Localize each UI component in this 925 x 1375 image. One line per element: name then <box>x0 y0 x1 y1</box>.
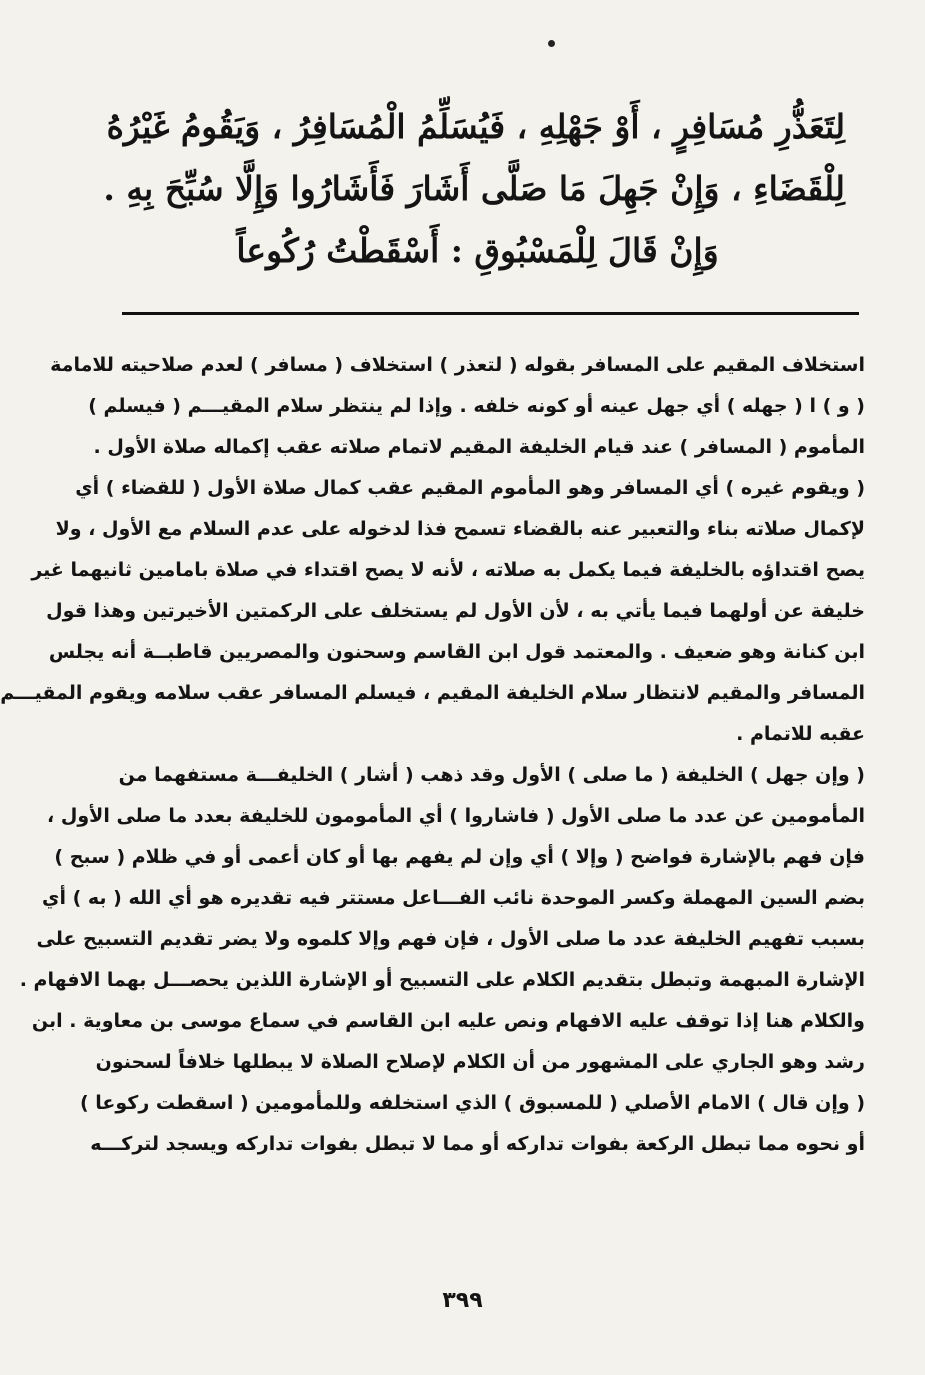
matn-line: لِلْقَضَاءِ ، وَإِنْ جَهِلَ مَا صَلَّى أَشَارَ فَأَشَارُوا وَإِلَّا سُبِّحَ بِهِ . <box>103 169 845 208</box>
sharh-line: رشد وهو الجاري على المشهور من أن الكلام لإصلاح الصلاة لا يبطلها خلافاً لسحنون <box>95 1051 865 1073</box>
sharh-line: خليفة عن أولهما فيما يأتي به ، لأن الأول لم يستخلف على الركمتين الأخيرتين وهذا قول <box>46 600 865 622</box>
sharh-text <box>0 345 865 1165</box>
sharh-line: الإشارة المبهمة وتبطل بتقديم الكلام على التسبيح أو الإشارة اللذين يحصـــل بهما الافهام . <box>19 969 865 991</box>
matn-line: لِتَعَذُّرِ مُسَافِرٍ ، أَوْ جَهْلِهِ ، فَيُسَلِّمُ الْمُسَافِرُ ، وَيَقُومُ غَيْرُهُ <box>106 107 845 146</box>
sharh-line: عقبه للاتمام . <box>736 723 865 745</box>
sharh-line: استخلاف المقيم على المسافر بقوله ( لتعذر ) استخلاف ( مسافر ) لعدم صلاحيته للامامة <box>50 354 865 376</box>
sharh-line: ( ويقوم غيره ) أي المسافر وهو المأموم المقيم عقب كمال صلاة الأول ( للقضاء ) أي <box>75 477 865 499</box>
sharh-line: بسبب تفهيم الخليفة عدد ما صلى الأول ، فإن فهم وإلا كلموه ولا يضر تقديم التسبيح على <box>36 928 865 950</box>
matn-line: وَإِنْ قَالَ لِلْمَسْبُوقِ : أَسْقَطْتُ رُكُوعاً <box>236 231 719 270</box>
sharh-line: والكلام هنا إذا توقف عليه الافهام ونص عليه ابن القاسم في سماع موسى بن معاوية . ابن <box>31 1010 865 1032</box>
sharh-line: فإن فهم بالإشارة فواضح ( وإلا ) أي وإن لم يفهم بها أو كان أعمى أو في ظلام ( سبح ) <box>54 846 865 868</box>
separator-rule <box>122 312 859 315</box>
sharh-line: المأمومين عن عدد ما صلى الأول ( فاشاروا ) أي المأمومون للخليفة بعدد ما صلى الأول ، <box>47 805 865 827</box>
sharh-line: ( و ) ا ( جهله ) أي جهل عينه أو كونه خلفه . وإذا لم ينتظر سلام المقيـــم ( فيسلم ) <box>88 395 865 417</box>
page-number: ٣٩٩ <box>442 1288 483 1313</box>
sharh-line: ( وإن قال ) الامام الأصلي ( للمسبوق ) الذي استخلفه وللمأمومين ( اسقطت ركوعا ) <box>79 1092 865 1114</box>
sharh-line: ( وإن جهل ) الخليفة ( ما صلى ) الأول وقد ذهب ( أشار ) الخليفـــة مستفهما من <box>118 764 865 786</box>
sharh-line: بضم السين المهملة وكسر الموحدة نائب الفـــاعل مستتر فيه تقديره هو أي الله ( به ) أي <box>42 887 865 909</box>
sharh-line: المأموم ( المسافر ) عند قيام الخليفة المقيم لاتمام صلاته عقب إكماله صلاة الأول . <box>93 436 865 458</box>
sharh-line: لإكمال صلاته بناء والتعبير عنه بالقضاء تسمح فذا لدخوله على عدم السلام مع الأول ، ولا <box>55 518 865 540</box>
sharh-line: ابن كنانة وهو ضعيف . والمعتمد قول ابن القاسم وسحنون والمصريين قاطبــة أنه يجلس <box>48 641 865 663</box>
ink-speck <box>548 40 555 47</box>
sharh-line: يصح اقتداؤه بالخليفة فيما يكمل به صلاته ، لأنه لا يصح اقتداء في صلاة بامامين ثانيهما غير <box>31 559 865 581</box>
sharh-line: المسافر والمقيم لانتظار سلام الخليفة المقيم ، فيسلم المسافر عقب سلامه ويقوم المقيـــم <box>0 682 865 704</box>
sharh-line: أو نحوه مما تبطل الركعة بفوات تداركه أو مما لا تبطل بفوات تداركه ويسجد لتركـــه <box>90 1133 865 1155</box>
matn-text <box>103 96 845 282</box>
